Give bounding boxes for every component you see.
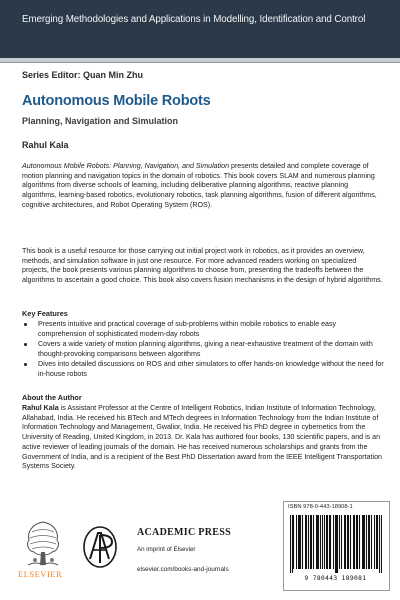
key-feature-item (22, 340, 384, 359)
header-divider-line (0, 62, 400, 63)
key-feature-item (22, 360, 384, 379)
barcode-bar (364, 515, 365, 569)
barcode-bar (324, 515, 325, 569)
about-author-heading: About the Author (22, 393, 82, 402)
barcode-bar (381, 515, 382, 573)
barcode-bar (317, 515, 318, 569)
publisher-url[interactable]: elsevier.com/books-and-journals (137, 566, 229, 573)
barcode-bar (306, 515, 307, 569)
barcode-bar (335, 515, 336, 573)
barcode-bar (345, 515, 346, 569)
isbn-label: ISBN 978-0-443-18908-1 (288, 504, 353, 510)
barcode-bar (316, 515, 317, 569)
key-feature-text: Presents intuitive and practical coverage of sub-problems within mobile robotics to enable easy comprehension of sophisticated modern-day robots (38, 320, 337, 338)
barcode-bar (359, 515, 360, 569)
barcode-bar (369, 515, 370, 569)
barcode-bar (327, 515, 328, 569)
about-author-name: Rahul Kala (22, 404, 59, 412)
barcode-bar (379, 515, 380, 573)
barcode-bar (322, 515, 323, 569)
book-title: Autonomous Mobile Robots (22, 93, 211, 109)
barcode-bar (329, 515, 330, 569)
publisher-imprint: An imprint of Elsevier (137, 546, 196, 553)
bullet-icon (24, 363, 27, 366)
bullet-icon (24, 343, 27, 346)
barcode-bar (318, 515, 319, 569)
description-paragraph-1-text: presents detailed and complete coverage of motion planning and navigation topics in the domain of robotics. This book covers SLAM and numerous planning algorithms from diverse schools of learning, including deliberative planning algorithms, reactive planning algorithms, learning-based robotics, evolutionary robotics, task planning algorithms, fusion of different algorithms, cognitive architectures, and Robot Operating System (ROS). (22, 162, 377, 209)
barcode-bar (353, 515, 354, 569)
barcode-bar (299, 515, 300, 569)
barcode-bar (356, 515, 357, 569)
barcode-bar (368, 515, 369, 569)
barcode-bar (300, 515, 301, 569)
barcode-bar (337, 515, 338, 573)
barcode-bar (348, 515, 349, 569)
barcode-bar (333, 515, 334, 569)
barcode-bar (308, 515, 309, 569)
barcode-bar (371, 515, 372, 569)
key-features-heading: Key Features (22, 309, 68, 318)
barcode-bar (362, 515, 363, 569)
barcode-bar (357, 515, 358, 569)
barcode-bar (339, 515, 340, 569)
elsevier-tree-logo-icon (22, 518, 64, 576)
barcode-bar (326, 515, 327, 569)
barcode-bar (354, 515, 355, 569)
barcode-bar (311, 515, 312, 569)
description-title-italic: Autonomous Mobile Robots: Planning, Navigation, and Simulation (22, 162, 230, 170)
barcode-bar (292, 515, 293, 573)
barcode-bar (366, 515, 367, 569)
academic-press-ap-logo-icon (82, 525, 118, 569)
barcode-bar (344, 515, 345, 569)
barcode-bar (296, 515, 297, 569)
barcode-bar (347, 515, 348, 569)
barcode-bar (313, 515, 314, 569)
isbn-barcode-icon (290, 515, 382, 573)
barcode-bar (290, 515, 291, 573)
series-header-band (0, 0, 400, 58)
publisher-name: ACADEMIC PRESS (137, 527, 231, 538)
key-feature-item (22, 320, 384, 339)
barcode-bar (363, 515, 364, 569)
elsevier-wordmark: ELSEVIER (18, 569, 63, 579)
description-paragraph-1 (22, 162, 384, 211)
bullet-icon (24, 323, 27, 326)
key-features-list (22, 320, 384, 380)
key-feature-text: Covers a wide variety of motion planning algorithms, giving a near-exhaustive treatment of the domain with thought-provoking comparisons between algorithms (38, 339, 373, 358)
book-author: Rahul Kala (22, 140, 69, 150)
about-author-bio: is Assistant Professor at the Centre of Intelligent Robotics, Indian Institute of Information Technology, Allahabad, India. He received his BTech and MTech degrees in Information Technology from the Indian Institute of Information Technology and Management, Gwalior, India. He received his PhD degree in cybernetics from the University of Reading, United Kingdom, in 2013. Dr. Kala has authored four books, 130 scientific papers, and is an active reviewer of leading journals of the domain. He has received numerous scholarships and grants from the Government of India, and is a recipient of the Best PhD Dissertation award from the IEEE Intelligent Transportation Systems Society. (22, 404, 382, 471)
series-editor: Series Editor: Quan Min Zhu (22, 70, 144, 80)
barcode-bar (298, 515, 299, 569)
description-paragraph-2: This book is a useful resource for those carrying out initial project work in robotics, as it provides an overview, methods, and simulation software in just one resource. For more advanced readers working on specialized projects, the book presents various planning algorithms to choose from, presenting the tradeoffs between the algorithms to ascertain a good choice. This book also covers fusion mechanisms in the design of hybrid algorithms. (22, 247, 383, 285)
barcode-bar (377, 515, 378, 569)
barcode-bar (302, 515, 303, 569)
barcode-bar (330, 515, 331, 569)
series-title: Emerging Methodologies and Applications in Modelling, Identification and Control (22, 14, 366, 25)
barcode-bar (341, 515, 342, 569)
barcode-bar (336, 515, 337, 573)
barcode-bar (376, 515, 377, 569)
key-feature-text: Dives into detailed discussions on ROS and other simulators to offer hands-on knowledge without the need for in-house robots (38, 359, 384, 378)
about-author-text (22, 404, 384, 472)
barcode-bar (310, 515, 311, 569)
barcode-bar (305, 515, 306, 569)
barcode-bar (374, 515, 375, 569)
book-subtitle: Planning, Navigation and Simulation (22, 116, 179, 126)
barcode-bar (320, 515, 321, 569)
barcode-digits: 9 780443 189081 (304, 575, 367, 582)
barcode-bar (350, 515, 351, 569)
barcode-bar (293, 515, 294, 569)
